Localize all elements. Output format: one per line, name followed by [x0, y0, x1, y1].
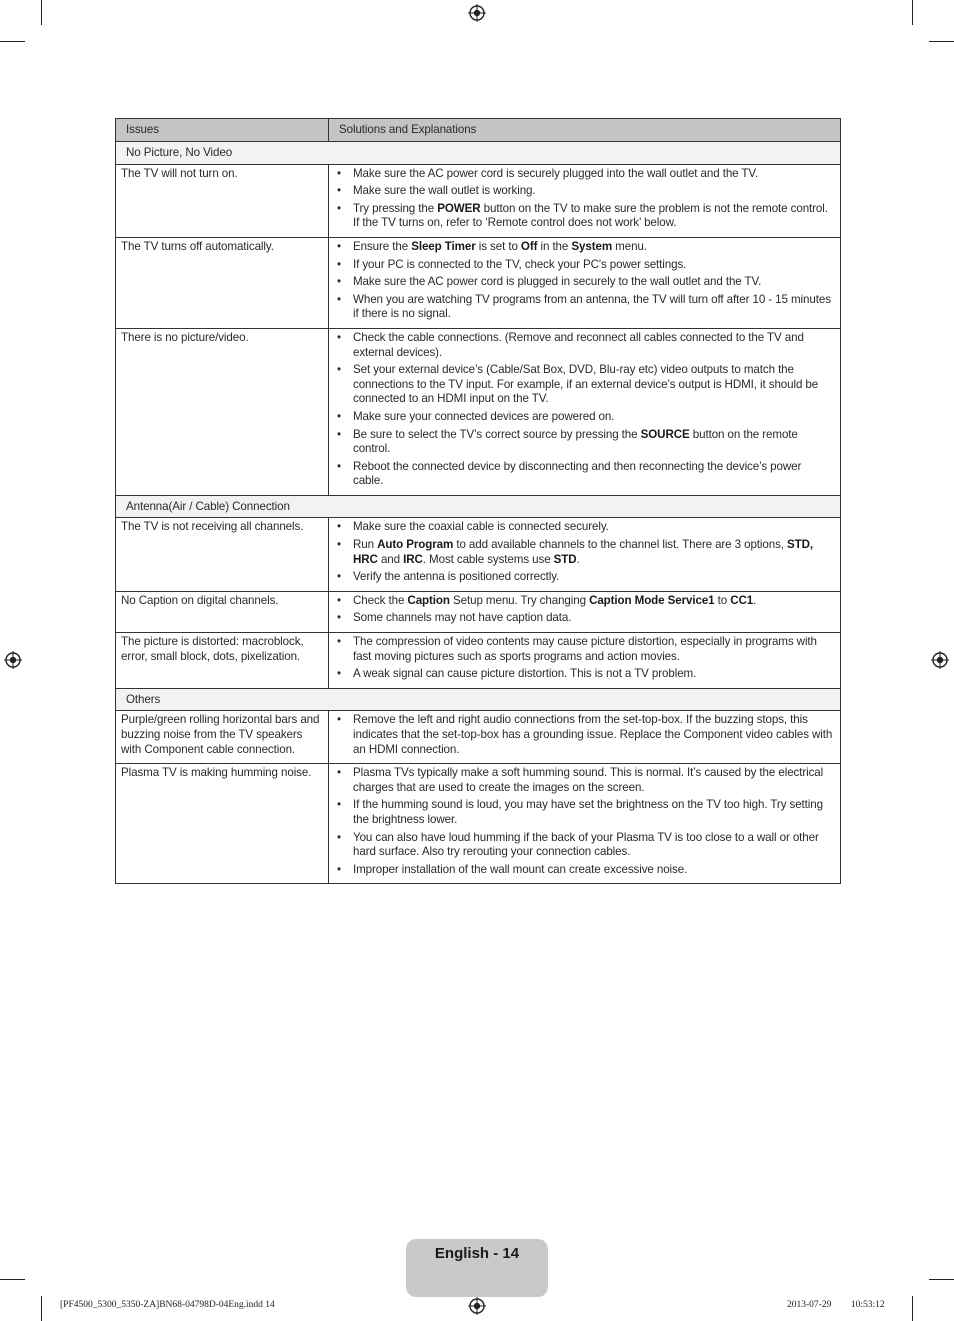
table-header: [116, 119, 841, 142]
solution-text: is set to: [475, 239, 521, 253]
solution-text: to add available channels to the channel list. There are 3 options,: [453, 538, 788, 552]
solution-text: in the: [537, 239, 572, 253]
solution-text: Improper installation of the wall mount can create excessive noise.: [353, 862, 688, 876]
solution-cell: [329, 164, 841, 237]
issue-cell: Purple/green rolling horizontal bars and buzzing noise from the TV speakers with Component cable connection.: [116, 711, 329, 764]
solution-keyword: SOURCE: [640, 427, 690, 441]
solution-item: [337, 611, 834, 626]
solution-item: [337, 594, 834, 609]
solution-text: Make sure the AC power cord is securely plugged into the wall outlet and the TV.: [353, 166, 759, 180]
solution-list: [337, 240, 834, 322]
solution-text: Check the cable connections. (Remove and reconnect all cables connected to the TV and external devices).: [353, 330, 804, 359]
solution-cell: [329, 591, 841, 632]
solution-item: [337, 202, 834, 231]
registration-mark-icon: [4, 651, 22, 669]
solution-text: .: [753, 593, 757, 607]
registration-mark-icon: [468, 4, 486, 22]
solution-item: [337, 167, 834, 182]
solution-cell: [329, 328, 841, 495]
solution-text: A weak signal can cause picture distortion. This is not a TV problem.: [353, 667, 697, 681]
solution-item: [337, 184, 834, 199]
section-title: No Picture, No Video: [116, 142, 841, 165]
date-info: 2013-07-29 ￿￿ 10:53:12: [787, 1300, 885, 1310]
solution-list: [337, 635, 834, 682]
solution-keyword: Auto Program: [377, 538, 454, 552]
solution-text: Ensure the: [353, 239, 412, 253]
solution-item: [337, 667, 834, 682]
solution-text: Make sure your connected devices are powered on.: [353, 409, 615, 423]
solution-item: [337, 863, 834, 878]
solution-keyword: System: [571, 239, 613, 253]
solution-item: [337, 331, 834, 360]
solution-keyword: POWER: [437, 201, 481, 215]
issue-cell: The TV will not turn on.: [116, 164, 329, 237]
solution-keyword: Off: [520, 239, 538, 253]
solution-text: Plasma TVs typically make a soft humming sound. This is normal. It’s caused by the electrical charges that are used to create the images on the screen.: [353, 766, 824, 794]
section-row: [116, 688, 841, 711]
solution-item: [337, 410, 834, 425]
solution-keyword: Caption Mode Service1: [589, 593, 715, 607]
solution-item: [337, 570, 834, 585]
solution-text: You can also have loud humming if the back of your Plasma TV is too close to a wall or other hard surface. Also try rerouting your connection cables.: [353, 830, 819, 859]
solution-list: [337, 766, 834, 877]
solution-keyword: Caption: [407, 593, 450, 607]
table-row: [116, 764, 841, 884]
solution-text: and: [377, 552, 404, 566]
solution-cell: [329, 237, 841, 328]
solution-text: Make sure the coaxial cable is connected securely.: [353, 520, 609, 534]
solution-cell: [329, 633, 841, 689]
registration-mark-icon: [931, 651, 949, 669]
issue-cell: No Caption on digital channels.: [116, 591, 329, 632]
page-number: English - 14: [434, 1245, 520, 1262]
solution-text: Verify the antenna is positioned correctly.: [353, 570, 560, 584]
solution-text: Set your external device’s (Cable/Sat Box, DVD, Blu-ray etc) video outputs to match the connections to the TV input. For example, if an external device’s output is HDMI, it should be connected to an HDMI input on the TV.: [353, 363, 819, 406]
solution-list: [337, 331, 834, 489]
solution-list: [337, 594, 834, 626]
solution-text: If your PC is connected to the TV, check your PC's power settings.: [353, 257, 687, 271]
solution-item: [337, 293, 834, 322]
solution-item: [337, 428, 834, 457]
solution-keyword: Sleep Timer: [411, 239, 476, 253]
crop-mark: [929, 41, 954, 42]
solution-text: Be sure to select the TV’s correct source by pressing the: [353, 427, 641, 441]
solution-cell: [329, 764, 841, 884]
solution-list: [337, 520, 834, 584]
solution-text: button on the TV to make sure the problem is not the remote control. If the TV turns on, refer to ‘Remote control does not work’ below.: [353, 201, 828, 230]
solution-text: Run: [353, 538, 378, 552]
crop-mark: [0, 1279, 25, 1280]
solution-text: Check the: [353, 593, 408, 607]
section-title: Others: [116, 688, 841, 711]
solution-item: [337, 240, 834, 255]
solution-keyword: STD, HRC: [353, 538, 814, 566]
solution-text: .: [576, 552, 580, 566]
solution-item: [337, 635, 834, 664]
solution-keyword: CC1: [730, 593, 754, 607]
table-row: [116, 237, 841, 328]
solution-keyword: IRC: [403, 552, 423, 566]
crop-mark: [41, 1296, 42, 1321]
crop-mark: [929, 1279, 954, 1280]
solution-item: [337, 538, 834, 567]
section-row: [116, 142, 841, 165]
registration-mark-icon: [468, 1297, 486, 1315]
issue-cell: Plasma TV is making humming noise.: [116, 764, 329, 884]
solution-item: [337, 520, 834, 535]
section-row: [116, 495, 841, 518]
crop-mark: [0, 41, 25, 42]
solution-text: Remove the left and right audio connections from the set-top-box. If the buzzing stops, this indicates that the set-top-box has a grounding issue. Replace the Component video cables with an HDMI connection.: [353, 713, 833, 756]
solution-text: Reboot the connected device by disconnecting and then reconnecting the device’s power cable.: [353, 459, 802, 488]
table-row: [116, 711, 841, 764]
table-row: [116, 591, 841, 632]
table-row: [116, 328, 841, 495]
solution-text: Make sure the wall outlet is working.: [353, 184, 536, 198]
solution-list: [337, 167, 834, 231]
solutions-column-header: Solutions and Explanations: [329, 119, 841, 142]
troubleshooting-table: [115, 118, 841, 884]
issues-column-header: Issues: [116, 119, 329, 142]
solution-text: button on the remote control.: [353, 427, 798, 456]
solution-text: The compression of video contents may cause picture distortion, especially in programs with fast moving pictures such as sports programs and action movies.: [353, 635, 817, 663]
solution-text: Try pressing the: [353, 201, 438, 215]
issue-cell: The picture is distorted: macroblock, error, small block, dots, pixelization.: [116, 633, 329, 689]
crop-mark: [41, 0, 42, 25]
file-info: [PF4500_5300_5350-ZA]BN68-04798D-04Eng.indd 14: [60, 1300, 275, 1310]
section-title: Antenna(Air / Cable) Connection: [116, 495, 841, 518]
table-body: [116, 142, 841, 884]
solution-list: [337, 713, 834, 757]
solution-item: [337, 460, 834, 489]
solution-item: [337, 275, 834, 290]
solution-text: . Most cable systems use: [422, 552, 554, 566]
solution-text: to: [714, 593, 731, 607]
table-row: [116, 518, 841, 591]
solution-text: When you are watching TV programs from an antenna, the TV will turn off after 10 - 15 minutes if there is no signal.: [353, 292, 831, 321]
issue-cell: The TV turns off automatically.: [116, 237, 329, 328]
solution-item: [337, 713, 834, 757]
solution-item: [337, 798, 834, 827]
solution-item: [337, 258, 834, 273]
solution-text: Some channels may not have caption data.: [353, 611, 572, 625]
solution-text: If the humming sound is loud, you may have set the brightness on the TV too high. Try setting the brightness lower.: [353, 798, 823, 826]
solution-text: Make sure the AC power cord is plugged in securely to the wall outlet and the TV.: [353, 275, 762, 289]
crop-mark: [912, 1296, 913, 1321]
solution-item: [337, 831, 834, 860]
table-row: [116, 633, 841, 689]
solution-item: [337, 766, 834, 795]
table-row: [116, 164, 841, 237]
solution-cell: [329, 711, 841, 764]
solution-item: [337, 363, 834, 407]
solution-keyword: STD: [553, 552, 577, 566]
crop-mark: [912, 0, 913, 25]
issue-cell: There is no picture/video.: [116, 328, 329, 495]
issue-cell: The TV is not receiving all channels.: [116, 518, 329, 591]
solution-text: Setup menu. Try changing: [449, 593, 590, 607]
solution-cell: [329, 518, 841, 591]
solution-text: menu.: [612, 239, 647, 253]
